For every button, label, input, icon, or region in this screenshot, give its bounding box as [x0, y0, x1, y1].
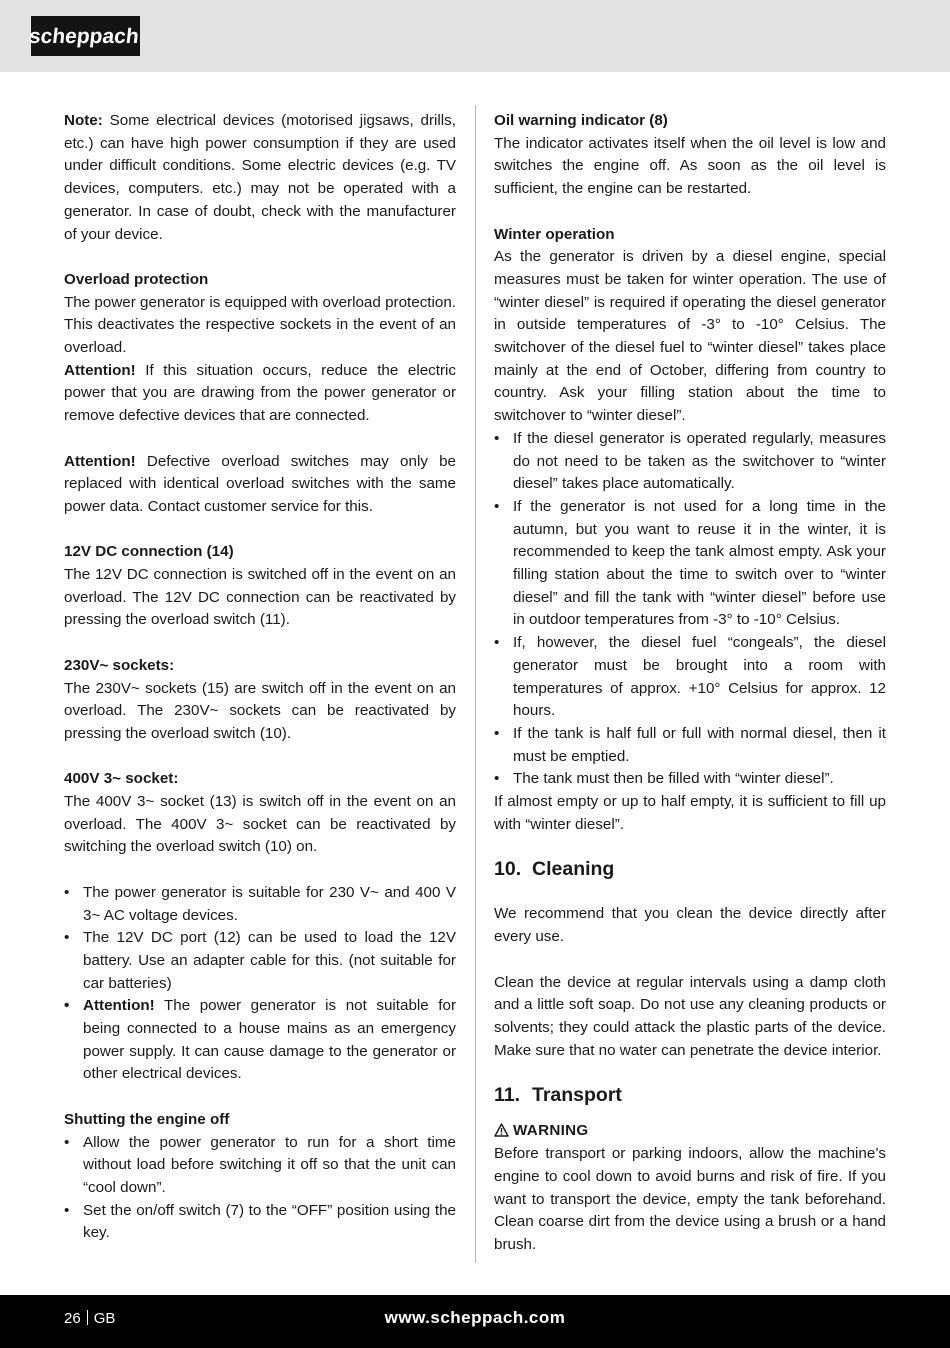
list-item: • Attention! The power generator is not suitable for being connected to a house mains as an emergency power supply. It can cause damage to the generator or other electrical devices.	[64, 997, 456, 1083]
overload-text: The power generator is equipped with overload protection. This deactivates the respective sockets in the event of an overload.	[64, 293, 456, 357]
sockets230-text: The 230V~ sockets (15) are switch off in the event on an overload. The 230V~ sockets can be reactivated by pressing the overload switch (10).	[64, 679, 456, 742]
cleaning-text-2: Clean the device at regular intervals using a damp cloth and a little soft soap. Do not use any cleaning products or solvents; they could attack the plastic parts of the device. Make sure that no water can penetrate the device interior.	[494, 973, 886, 1059]
transport-title: 11. Transport	[494, 1084, 622, 1107]
list-item: • If the tank is half full or full with normal diesel, then it must be emptied.	[494, 724, 886, 765]
socket400-text: The 400V 3~ socket (13) is switch off in the event on an overload. The 400V 3~ socket can be reactivated by switching the overload switch (10) on.	[64, 793, 456, 856]
winter-closing: If almost empty or up to half empty, it is sufficient to fill up with “winter diesel”.	[494, 793, 886, 833]
cleaning-title: 10. Cleaning	[494, 858, 615, 881]
scheppach-logo	[27, 16, 140, 56]
list-item: • If the generator is not used for a long time in the autumn, but you want to reuse it in the winter, it is recommended to keep the tank almost empty. Ask your filling station about the time to switch over to “winter diesel” and fill the tank with “winter diesel” before use in outdoor temperatures from -3° to -10° Celsius.	[494, 497, 886, 629]
list-item: • The tank must then be filled with “winter diesel”.	[494, 770, 834, 788]
note-paragraph: Note: Some electrical devices (motorised jigsaws, drills, etc.) can have high power consumption if they are used under difficult conditions. Some electric devices (e.g. TV devices, computers. etc.) may not be operated with a generator. In case of doubt, check with the manufacturer of your device.	[64, 112, 456, 243]
logo-wordmark	[27, 21, 140, 51]
left-column	[64, 110, 456, 1245]
overload-attention-2: Attention! Defective overload switches may only be replaced with identical overload switches with the same power data. Contact customer service for this.	[64, 452, 456, 515]
dc12-heading: 12V DC connection (14)	[64, 543, 234, 561]
footer-bar	[0, 1295, 950, 1348]
list-item: • The 12V DC port (12) can be used to load the 12V battery. Use an adapter cable for this. (not suitable for car batteries)	[64, 929, 456, 992]
list-item: • Set the on/off switch (7) to the “OFF” position using the key.	[64, 1201, 456, 1242]
overload-heading: Overload protection	[64, 270, 209, 288]
warning-triangle-icon	[494, 1123, 509, 1137]
page-number: 26 GB	[64, 1310, 116, 1327]
winter-text: As the generator is driven by a diesel engine, special measures must be taken for winter operation. The use of “winter diesel” is required if operating the diesel generator in outside temperatures of -3° to -10° Celsius. The switchover of the diesel fuel to “winter diesel” takes place mainly at the end of October, differing from country to country. Ask your filling station about the time to switchover to “winter diesel”.	[494, 248, 886, 425]
cleaning-text-1: We recommend that you clean the device directly after every use.	[494, 905, 886, 946]
svg-text:scheppach: scheppach	[27, 25, 140, 48]
shutdown-list	[64, 1132, 456, 1246]
winter-heading: Winter operation	[494, 225, 615, 243]
right-column	[494, 110, 886, 1257]
shutdown-heading: Shutting the engine off	[64, 1110, 230, 1128]
header-bar	[0, 0, 950, 72]
oil-heading: Oil warning indicator (8)	[494, 112, 668, 129]
dc12-text: The 12V DC connection is switched off in the event on an overload. The 12V DC connection can be reactivated by pressing the overload switch (11).	[64, 566, 456, 629]
list-item: • If the diesel generator is operated regularly, measures do not need to be taken as the switchover to “winter diesel” takes place automatically.	[494, 429, 886, 493]
list-item: • Allow the power generator to run for a short time without load before switching it off so that the unit can “cool down”.	[64, 1133, 456, 1196]
list-item: • The power generator is suitable for 230 V~ and 400 V 3~ AC voltage devices.	[64, 883, 456, 924]
winter-list	[494, 428, 886, 791]
column-divider	[475, 105, 476, 1263]
list-item: • If, however, the diesel fuel “congeals”, the diesel generator must be brought into a room with temperatures of approx. +10° Celsius for approx. 12 hours.	[494, 634, 886, 720]
oil-text: The indicator activates itself when the oil level is low and switches the engine off. As soon as the oil level is sufficient, the engine can be restarted.	[494, 134, 886, 198]
socket400-heading: 400V 3~ socket:	[64, 770, 179, 788]
transport-text: Before transport or parking indoors, allow the machine’s engine to cool down to avoid burns and risk of fire. If you want to transport the device, empty the tank beforehand. Clean coarse dirt from the device using a brush or a hand brush.	[494, 1145, 886, 1253]
sockets230-heading: 230V~ sockets:	[64, 656, 175, 674]
generator-notes-list	[64, 882, 456, 1086]
website-url: www.scheppach.com	[384, 1308, 566, 1327]
warning-heading: WARNING	[494, 1120, 886, 1143]
overload-attention-1: Attention! If this situation occurs, reduce the electric power that you are drawing from the power generator or remove defective devices that are connected.	[64, 361, 456, 425]
